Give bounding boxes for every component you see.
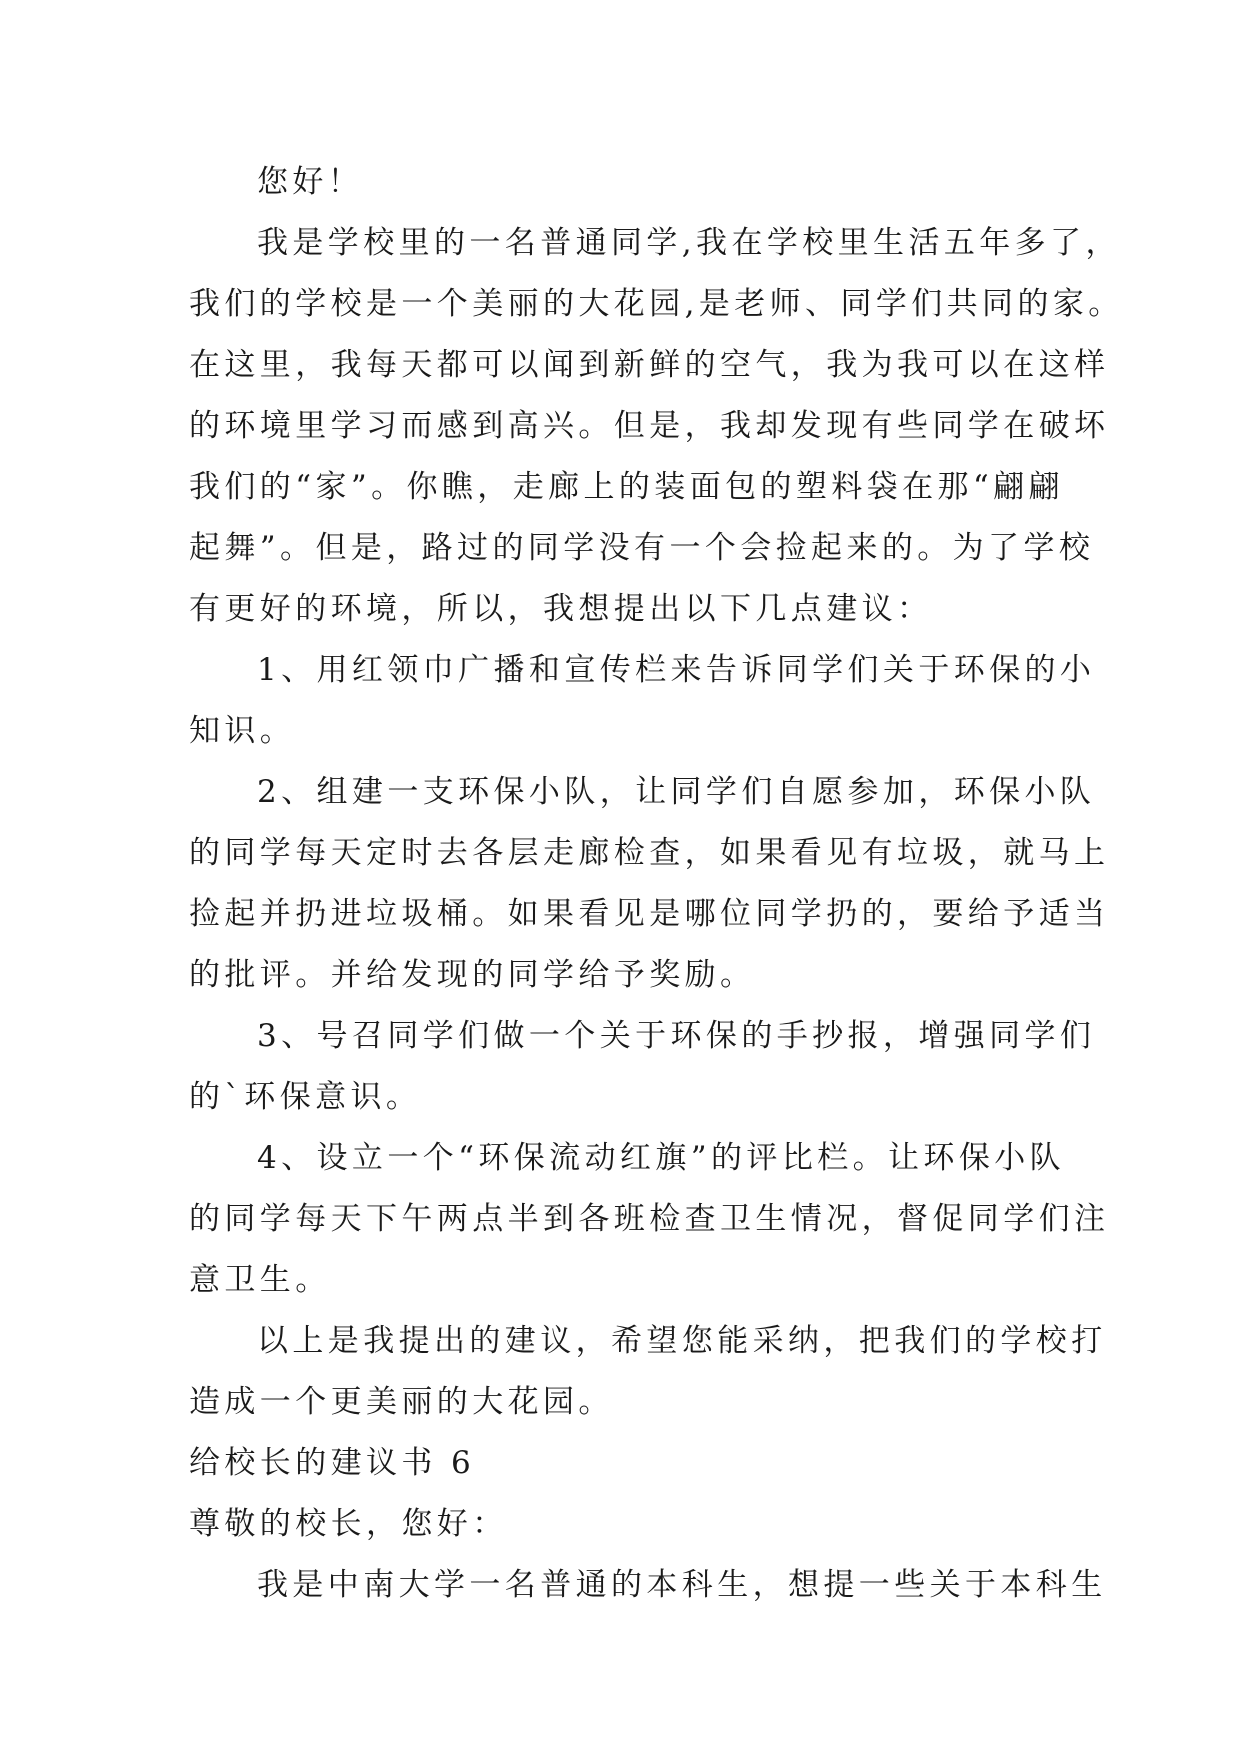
paragraph-line: 我是学校里的一名普通同学,我在学校里生活五年多了，	[257, 225, 1121, 261]
greeting-line: 您好！	[257, 164, 364, 200]
suggestion-1-line: 知识。	[189, 713, 296, 749]
paragraph-line: 在这里，我每天都可以闻到新鲜的空气，我为我可以在这样	[189, 347, 1110, 383]
paragraph-line: 我们的“家”。你瞧，走廊上的装面包的塑料袋在那“翩翩	[189, 469, 1064, 505]
suggestion-4-line: 的同学每天下午两点半到各班检查卫生情况，督促同学们注	[189, 1201, 1110, 1237]
suggestion-2-line: 捡起并扔进垃圾桶。如果看见是哪位同学扔的，要给予适当	[189, 896, 1110, 932]
closing-line: 造成一个更美丽的大花园。	[189, 1384, 614, 1420]
paragraph-line: 的环境里学习而感到高兴。但是，我却发现有些同学在破坏	[189, 408, 1110, 444]
suggestion-4-line: 4、设立一个“环保流动红旗”的评比栏。让环保小队	[257, 1140, 1066, 1176]
suggestion-2-line: 的同学每天定时去各层走廊检查，如果看见有垃圾，就马上	[189, 835, 1110, 871]
paragraph-line: 我们的学校是一个美丽的大花园,是老师、同学们共同的家。	[189, 286, 1124, 322]
suggestion-1-line: 1、用红领巾广播和宣传栏来告诉同学们关于环保的小	[257, 652, 1096, 688]
suggestion-2-line: 2、组建一支环保小队，让同学们自愿参加，环保小队	[257, 774, 1096, 810]
paragraph-line: 有更好的环境，所以，我想提出以下几点建议：	[189, 591, 933, 627]
document-body	[189, 152, 1124, 1616]
paragraph-line: 起舞”。但是，路过的同学没有一个会捡起来的。为了学校	[189, 530, 1095, 566]
closing-line: 以上是我提出的建议，希望您能采纳，把我们的学校打	[257, 1323, 1107, 1359]
suggestion-2-line: 的批评。并给发现的同学给予奖励。	[189, 957, 756, 993]
salutation-line: 尊敬的校长，您好：	[189, 1506, 508, 1542]
section-heading: 给校长的建议书 6	[189, 1445, 476, 1481]
suggestion-3-line: 3、号召同学们做一个关于环保的手抄报，增强同学们	[257, 1018, 1096, 1054]
suggestion-3-line: 的`环保意识。	[189, 1079, 422, 1115]
suggestion-4-line: 意卫生。	[189, 1262, 331, 1298]
paragraph-line: 我是中南大学一名普通的本科生，想提一些关于本科生	[257, 1567, 1107, 1603]
